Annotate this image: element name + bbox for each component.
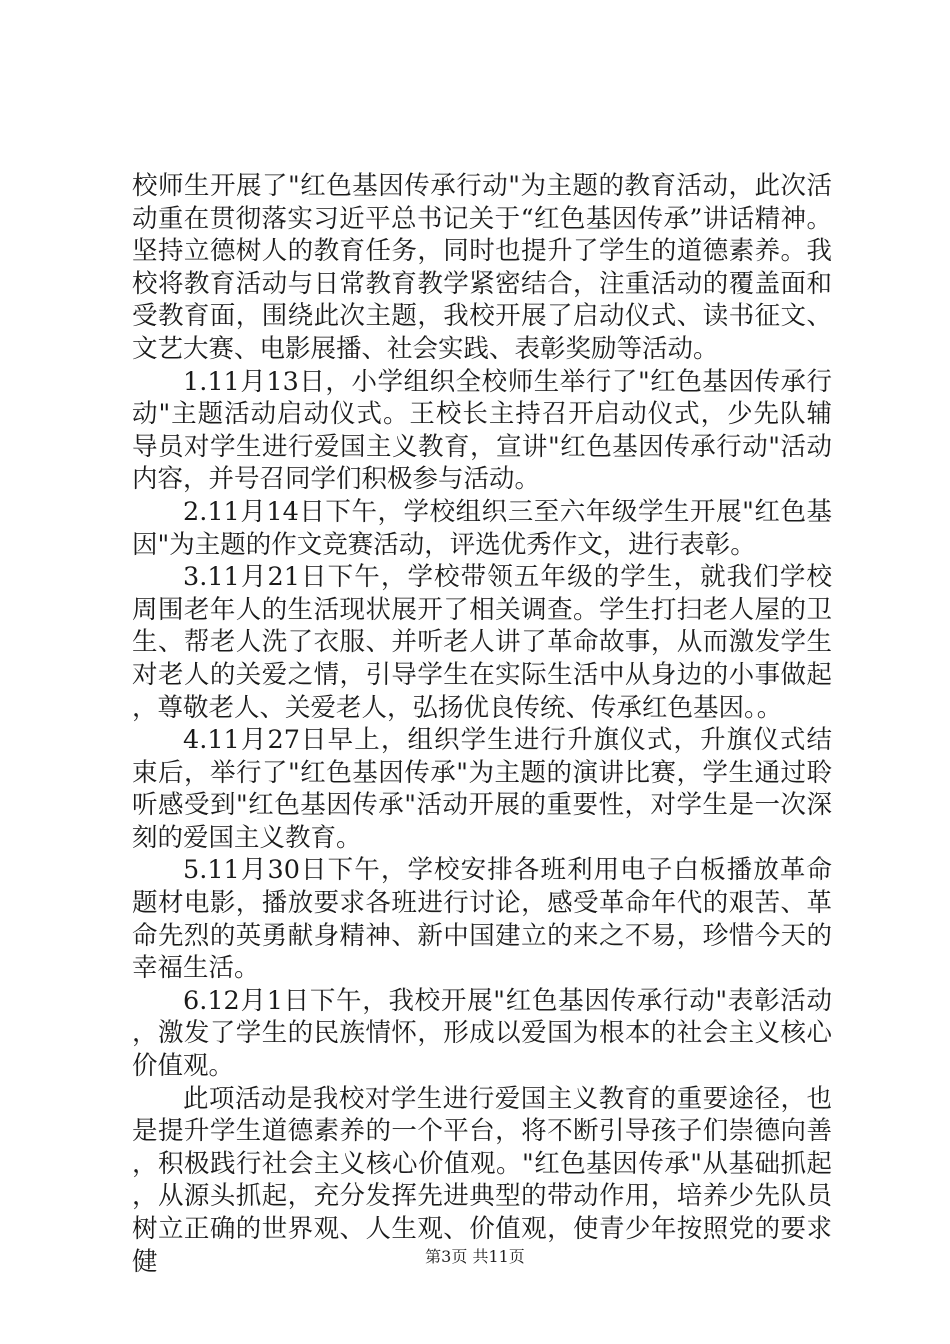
paragraph-item-2: 2.11月14日下午，学校组织三至六年级学生开展"红色基因"为主题的作文竞赛活动，评选优秀作文，进行表彰。 <box>132 496 832 560</box>
document-body <box>132 170 832 1278</box>
paragraph-item-6: 6.12月1日下午，我校开展"红色基因传承行动"表彰活动，激发了学生的民族情怀，形成以爱国为根本的社会主义核心价值观。 <box>132 985 832 1082</box>
paragraph-item-4: 4.11月27日早上，组织学生进行升旗仪式，升旗仪式结束后，举行了"红色基因传承"为主题的演讲比赛，学生通过聆听感受到"红色基因传承"活动开展的重要性，对学生是一次深刻的爱国主义教育。 <box>132 725 832 853</box>
paragraph-conclusion: 此项活动是我校对学生进行爱国主义教育的重要途径，也是提升学生道德素养的一个平台，将不断引导孩子们崇德向善，积极践行社会主义核心价值观。"红色基因传承"从基础抓起，从源头抓起，充分发挥先进典型的带动作用，培养少先队员树立正确的世界观、人生观、价值观，使青少年按照党的要求健 <box>132 1083 832 1277</box>
paragraph-intro: 校师生开展了"红色基因传承行动"为主题的教育活动，此次活动重在贯彻落实习近平总书记关于“红色基因传承”讲话精神。坚持立德树人的教育任务，同时也提升了学生的道德素养。我校将教育活动与日常教育教学紧密结合，注重活动的覆盖面和受教育面，围绕此次主题，我校开展了启动仪式、读书征文、文艺大赛、电影展播、社会实践、表彰奖励等活动。 <box>132 171 832 364</box>
paragraph-item-3: 3.11月21日下午，学校带领五年级的学生，就我们学校周围老年人的生活现状展开了相关调查。学生打扫老人屋的卫生、帮老人洗了衣服、并听老人讲了革命故事，从而激发学生对老人的关爱之情，引导学生在实际生活中从身边的小事做起，尊敬老人、关爱老人，弘扬优良传统、传承红色基因。。 <box>132 562 832 723</box>
paragraph-item-5: 5.11月30日下午，学校安排各班利用电子白板播放革命题材电影，播放要求各班进行讨论，感受革命年代的艰苦、革命先烈的英勇献身精神、新中国建立的来之不易，珍惜今天的幸福生活。 <box>132 855 832 984</box>
page-footer: 第3页 共11页 <box>425 1247 525 1266</box>
paragraph-item-1: 1.11月13日，小学组织全校师生举行了"红色基因传承行动"主题活动启动仪式。王校长主持召开启动仪式，少先队辅导员对学生进行爱国主义教育，宣讲"红色基因传承行动"活动内容，并号召同学们积极参与活动。 <box>132 366 832 495</box>
